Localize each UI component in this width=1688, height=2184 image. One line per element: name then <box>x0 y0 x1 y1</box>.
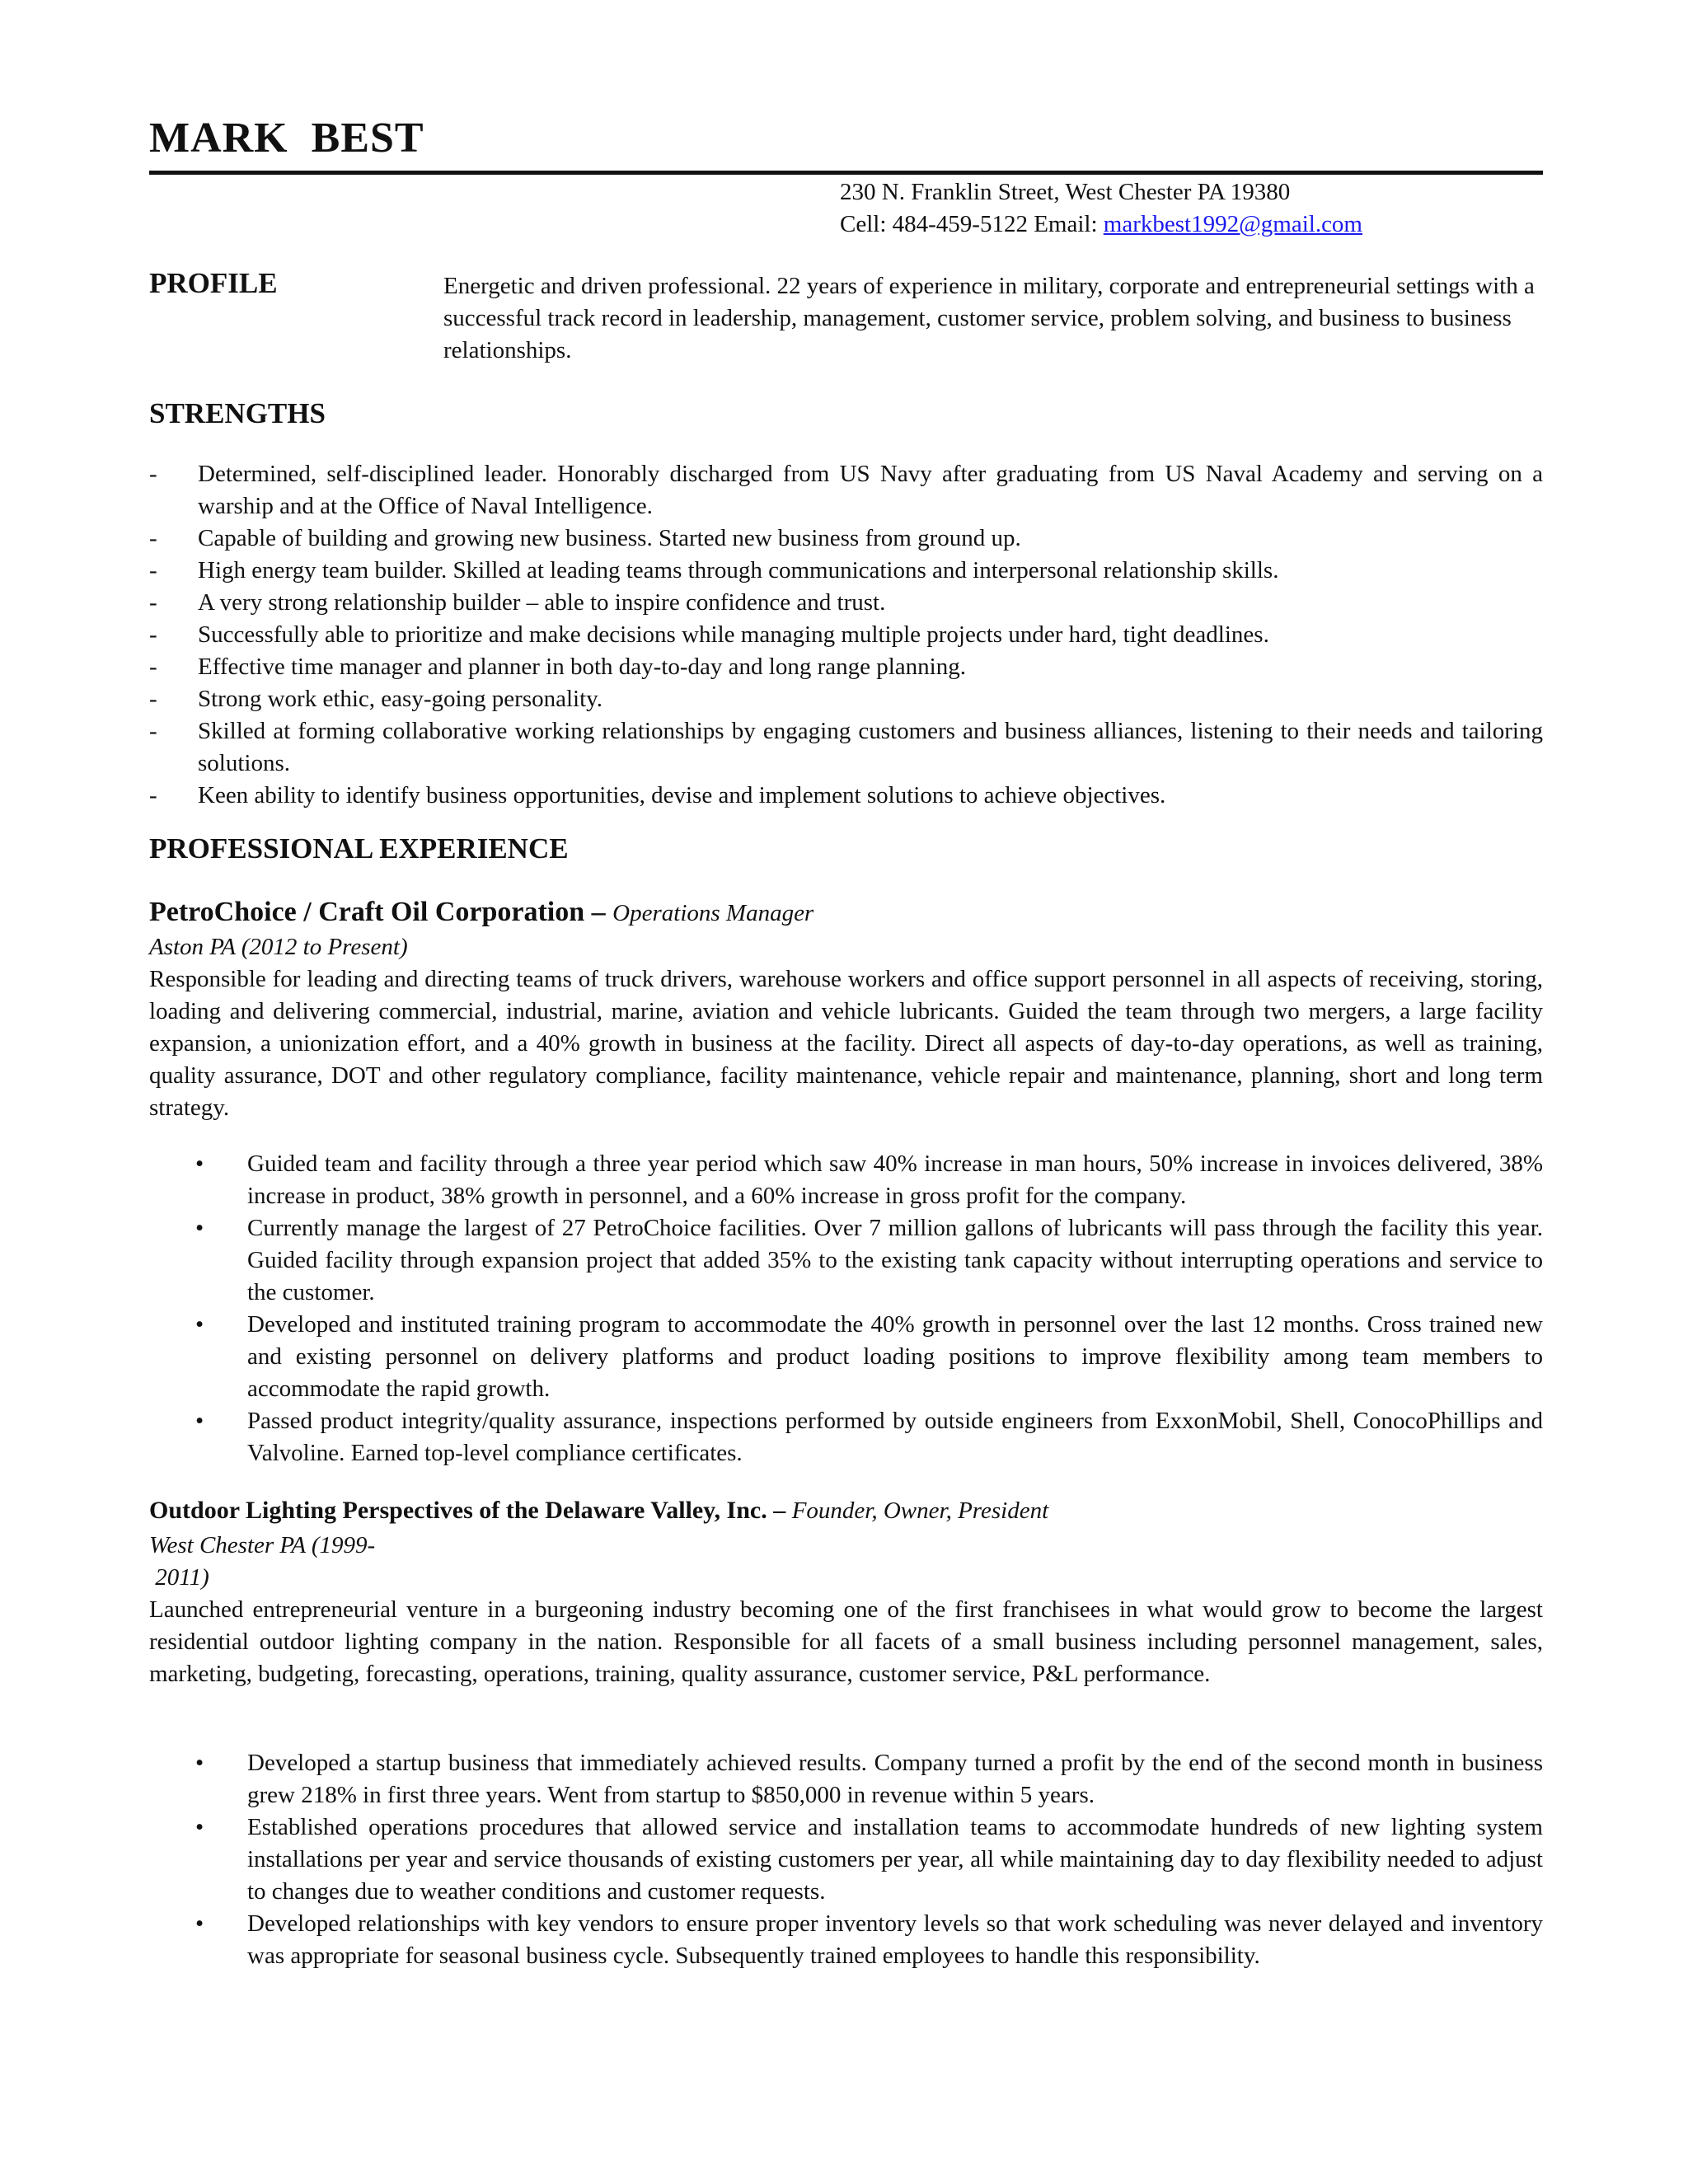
strength-text: Effective time manager and planner in both day-to-day and long range planning. <box>198 654 966 680</box>
profile-text: Energetic and driven professional. 22 years of experience in military, corporate and entrepreneurial settings with a successful track record in leadership, management, customer service, problem solving, and business to business relationships. <box>443 273 1535 363</box>
job-role: Founder, Owner, President <box>791 1497 1049 1524</box>
email-link[interactable]: markbest1992@gmail.com <box>1103 211 1362 237</box>
list-item <box>149 683 1543 715</box>
bullet-marker: • <box>195 1750 204 1776</box>
bullet-text: Passed product integrity/quality assurance, inspections performed by outside engineers from ExxonMobil, Shell, ConocoPhillips and Valvoline. Earned top-level compliance certificates. <box>247 1408 1543 1466</box>
list-item <box>149 1148 1543 1212</box>
cell-label: Cell: 484-459-5122 Email: <box>840 211 1104 237</box>
bullet-text: Developed a startup business that immediately achieved results. Company turned a profit by the end of the second month in business grew 218% in first three years. Went from startup to $850,000 in revenue within 5 years. <box>247 1750 1543 1808</box>
job-description: Responsible for leading and directing teams of truck drivers, warehouse workers and office support personnel in all aspects of receiving, storing, loading and delivering commercial, industrial, marine, aviation and vehicle lubricants. Guided the team through two mergers, a large facility expansion, a unionization effort, and a 40% growth in business at the facility. Direct all aspects of day-to-day operations, as well as training, quality assurance, DOT and other regulatory compliance, facility maintenance, vehicle repair and maintenance, planning, short and long term strategy. <box>149 966 1543 1121</box>
list-item <box>149 587 1543 619</box>
header-rule <box>149 171 1543 175</box>
list-item <box>149 619 1543 651</box>
strength-text: Determined, self-disciplined leader. Honorably discharged from US Navy after graduating from US Naval Academy and serving on a warship and at the Office of Naval Intelligence. <box>198 461 1543 519</box>
bullet-marker: • <box>195 1215 204 1241</box>
bullet-text: Guided team and facility through a three year period which saw 40% increase in man hours, 50% increase in invoices delivered, 38% increase in product, 38% growth in personnel, and a 60% increase in gross profit for the company. <box>247 1151 1543 1209</box>
dash-marker: - <box>149 654 157 680</box>
list-item <box>149 1212 1543 1309</box>
bullet-text: Currently manage the largest of 27 PetroChoice facilities. Over 7 million gallons of lubricants will pass through the facility this year. Guided facility through expansion project that added 35% to the existing tank capacity without interrupting operations and service to the customer. <box>247 1215 1543 1305</box>
job-location: West Chester PA (1999- 2011) <box>149 1532 376 1591</box>
strengths-list <box>149 458 1543 812</box>
list-item <box>149 523 1543 555</box>
dash-marker: - <box>149 782 157 808</box>
job-title-petrochoice <box>149 898 814 926</box>
contact-block <box>840 176 1362 241</box>
list-item <box>149 1908 1543 1972</box>
dash-marker: - <box>149 686 157 712</box>
job-description: Launched entrepreneurial venture in a burgeoning industry becoming one of the first franchisees in what would grow to become the largest residential outdoor lighting company in the nation. Responsible for all facets of a small business including personnel management, sales, marketing, budgeting, forecasting, operations, training, quality assurance, customer service, P&L performance. <box>149 1596 1543 1687</box>
job-bullets <box>149 1148 1543 1469</box>
bullet-text: Developed relationships with key vendors to ensure proper inventory levels so that work scheduling was never delayed and inventory was appropriate for seasonal business cycle. Subsequently trained employees to handle this responsibility. <box>247 1910 1543 1969</box>
company-name: Outdoor Lighting Perspectives of the Delaware Valley, Inc. – <box>149 1497 792 1524</box>
strength-text: Successfully able to prioritize and make decisions while managing multiple projects under hard, tight deadlines. <box>198 621 1269 648</box>
strength-text: Strong work ethic, easy-going personality. <box>198 686 603 712</box>
list-item <box>149 1811 1543 1908</box>
list-item <box>149 651 1543 683</box>
dash-marker: - <box>149 621 157 648</box>
bullet-marker: • <box>195 1814 204 1840</box>
company-name: PetroChoice / Craft Oil Corporation – <box>149 897 613 927</box>
list-item <box>149 1747 1543 1811</box>
bullet-marker: • <box>195 1151 204 1177</box>
list-item <box>149 780 1543 812</box>
job-bullets <box>149 1747 1543 1972</box>
dash-marker: - <box>149 589 157 616</box>
list-item <box>149 715 1543 780</box>
strength-text: Keen ability to identify business opportunities, devise and implement solutions to achieve objectives. <box>198 782 1166 808</box>
strength-text: Skilled at forming collaborative working relationships by engaging customers and business alliances, listening to their needs and tailoring solutions. <box>198 718 1543 776</box>
list-item <box>149 1309 1543 1405</box>
strength-text: High energy team builder. Skilled at leading teams through communications and interpersonal relationship skills. <box>198 557 1279 583</box>
dash-marker: - <box>149 525 157 551</box>
list-item <box>149 1405 1543 1469</box>
bullet-text: Established operations procedures that allowed service and installation teams to accommodate hundreds of new lighting system installations per year and service thousands of existing customers per year, all while maintaining day to day flexibility needed to adjust to changes due to weather conditions and customer requests. <box>247 1814 1543 1905</box>
strength-text: A very strong relationship builder – able to inspire confidence and trust. <box>198 589 886 616</box>
job-title-outdoor-lighting <box>149 1498 1048 1523</box>
job-role: Operations Manager <box>612 900 814 926</box>
dash-marker: - <box>149 557 157 583</box>
job-location: Aston PA (2012 to Present) <box>149 934 408 960</box>
strengths-heading: STRENGTHS <box>149 397 326 429</box>
phone-email-line <box>840 209 1362 241</box>
resume-page <box>149 0 1543 2184</box>
address-line: 230 N. Franklin Street, West Chester PA 19380 <box>840 179 1291 205</box>
bullet-marker: • <box>195 1311 204 1338</box>
bullet-text: Developed and instituted training program to accommodate the 40% growth in personnel over the last 12 months. Cross trained new and existing personnel on delivery platforms and product loading positions to improve flexibility among team members to accommodate the rapid growth. <box>247 1311 1543 1402</box>
list-item <box>149 555 1543 587</box>
strength-text: Capable of building and growing new business. Started new business from ground up. <box>198 525 1021 551</box>
candidate-name: MARK BEST <box>149 115 424 162</box>
experience-heading: PROFESSIONAL EXPERIENCE <box>149 832 569 865</box>
bullet-marker: • <box>195 1408 204 1434</box>
dash-marker: - <box>149 718 157 744</box>
bullet-marker: • <box>195 1910 204 1937</box>
profile-heading: PROFILE <box>149 267 278 299</box>
list-item <box>149 458 1543 523</box>
dash-marker: - <box>149 461 157 487</box>
